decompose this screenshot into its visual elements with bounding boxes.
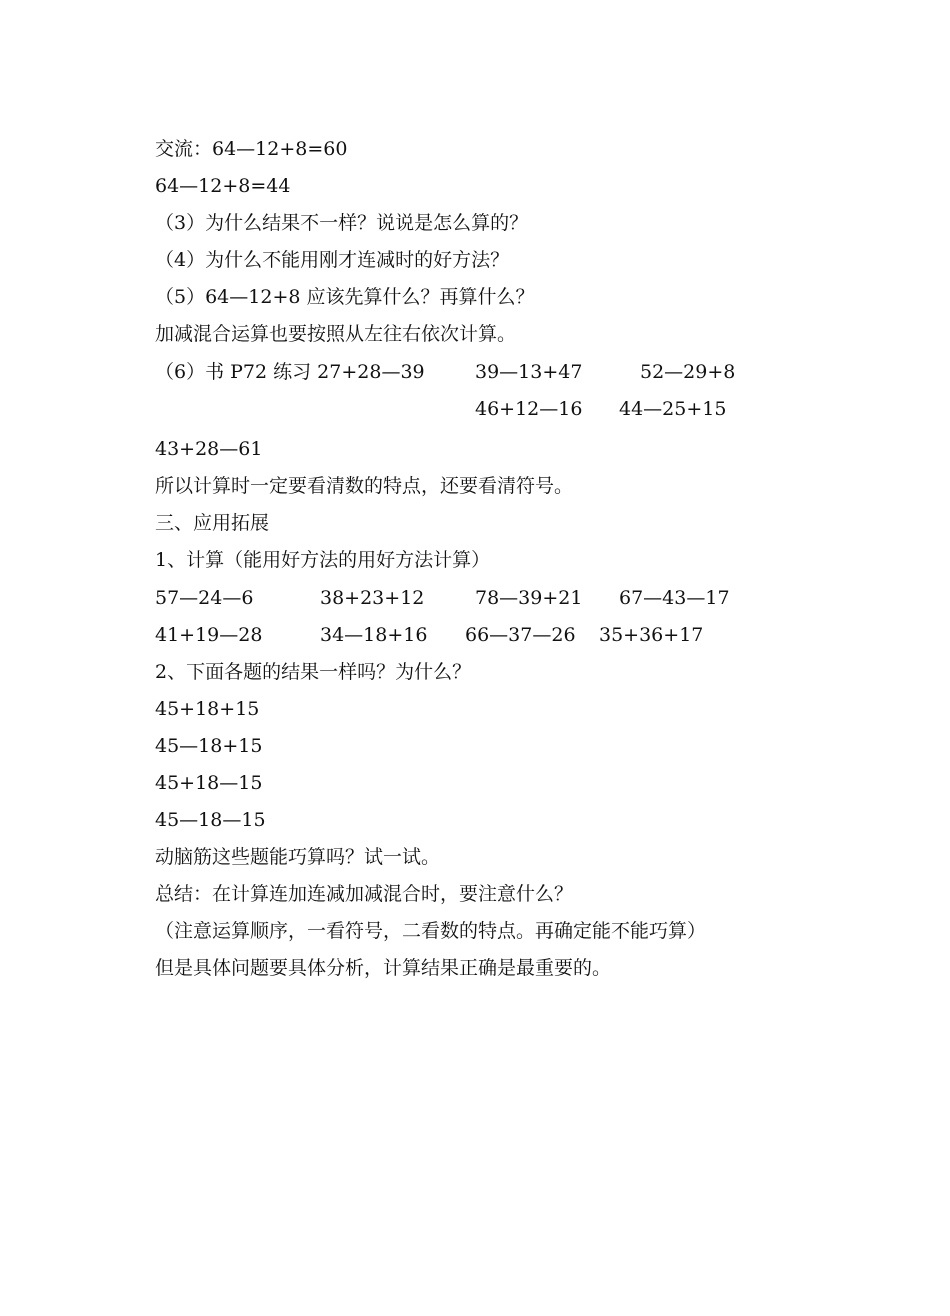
exercise-expression: 39—13+47	[475, 361, 583, 383]
exchange-line: 交流：64—12+8=60	[155, 138, 348, 160]
exercise-expression: 52—29+8	[640, 361, 736, 383]
conclusion-question: 总结：在计算连加连减加减混合时，要注意什么？	[155, 883, 574, 905]
calc-expression: 35+36+17	[599, 624, 704, 646]
equation-line: 64—12+8=44	[155, 175, 291, 197]
rule-statement: 加减混合运算也要按照从左往右依次计算。	[155, 323, 517, 345]
exercise-expression: 44—25+15	[619, 398, 727, 420]
section-heading: 三、应用拓展	[155, 512, 270, 534]
question-6: （6）书 P72 练习 27+28—39	[155, 361, 425, 383]
calc-expression: 41+19—28	[155, 624, 263, 646]
conclusion-answer: （注意运算顺序，一看符号，二看数的特点。再确定能不能巧算）	[155, 920, 707, 942]
calc-expression: 66—37—26	[465, 624, 576, 646]
compare-expression: 45—18+15	[155, 735, 263, 757]
exercise-expression: 43+28—61	[155, 438, 263, 460]
compare-expression: 45—18—15	[155, 809, 266, 831]
calc-expression: 38+23+12	[320, 587, 425, 609]
question-3: （3）为什么结果不一样？说说是怎么算的？	[155, 212, 529, 234]
compare-expression: 45+18+15	[155, 698, 260, 720]
think-prompt: 动脑筋这些题能巧算吗？试一试。	[155, 846, 441, 868]
question-5: （5）64—12+8 应该先算什么？再算什么？	[155, 286, 535, 308]
calc-expression: 57—24—6	[155, 587, 254, 609]
exercise-expression: 46+12—16	[475, 398, 583, 420]
summary-note: 所以计算时一定要看清数的特点，还要看清符号。	[155, 475, 574, 497]
calc-expression: 78—39+21	[475, 587, 583, 609]
conclusion-note: 但是具体问题要具体分析，计算结果正确是最重要的。	[155, 957, 612, 979]
task-2-heading: 2、下面各题的结果一样吗？为什么？	[155, 661, 472, 683]
calc-expression: 34—18+16	[320, 624, 428, 646]
question-4: （4）为什么不能用刚才连减时的好方法？	[155, 249, 510, 271]
compare-expression: 45+18—15	[155, 772, 263, 794]
task-1-heading: 1、计算（能用好方法的用好方法计算）	[155, 549, 491, 571]
calc-expression: 67—43—17	[619, 587, 730, 609]
